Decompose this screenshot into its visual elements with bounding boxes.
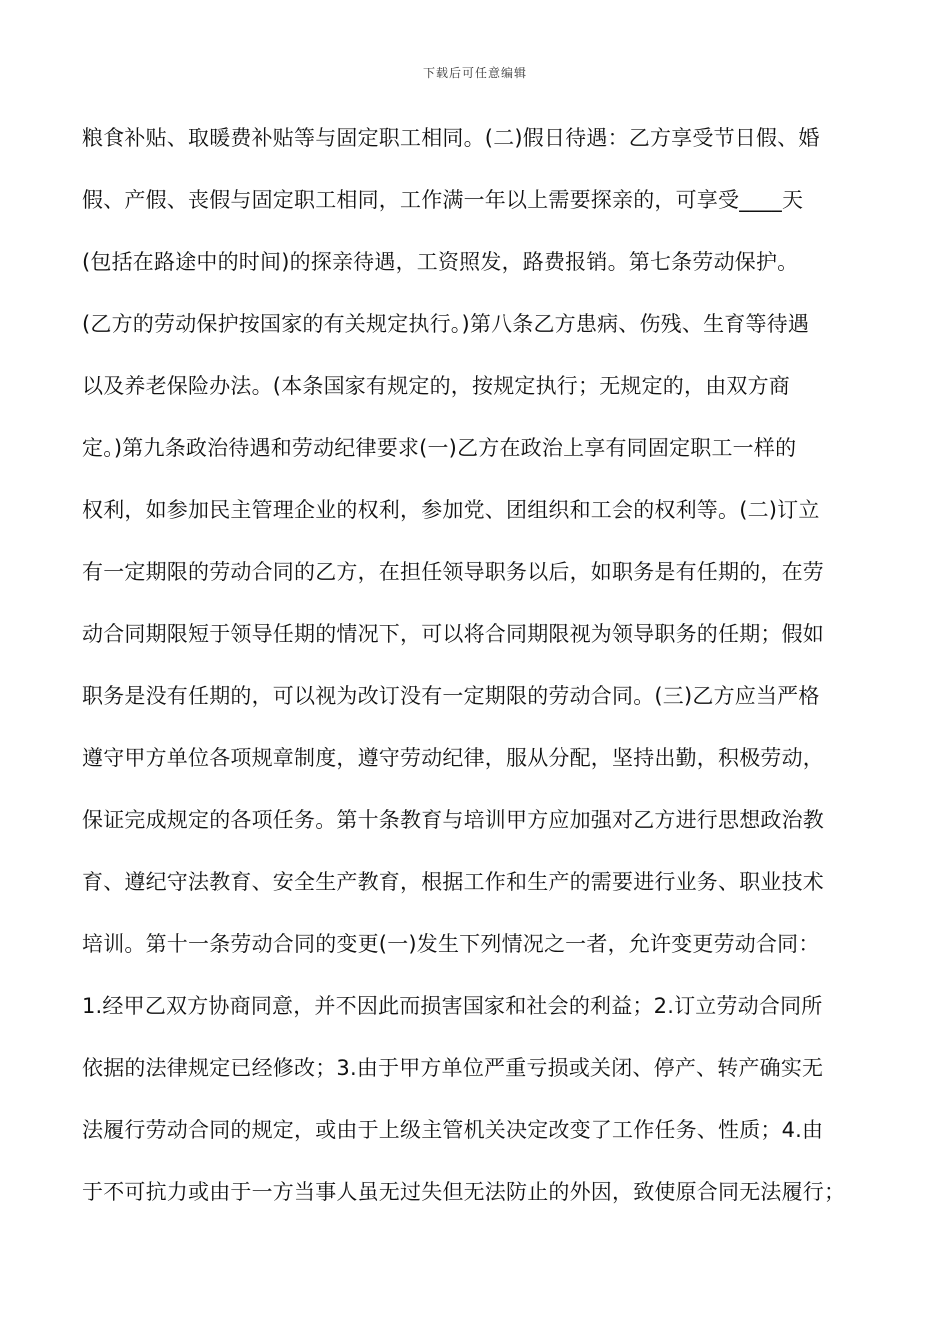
text-line-8: 有一定期限的劳动合同的乙方，在担任领导职务以后，如职务是有任期的，在劳 [82,560,824,584]
page-header: 下载后可任意编辑 [422,66,527,80]
text-line-3: (包括在路途中的时间)的探亲待遇，工资照发，路费报销。第七条劳动保护。 [82,250,799,274]
text-line-13: 育、遵纪守法教育、安全生产教育，根据工作和生产的需要进行业务、职业技术 [82,870,824,894]
text-line-15: 1.经甲乙双方协商同意，并不因此而损害国家和社会的利益；2.订立劳动合同所 [82,994,823,1018]
text-line-9: 动合同期限短于领导任期的情况下，可以将合同期限视为领导职务的任期；假如 [82,622,824,646]
text-line-16: 依据的法律规定已经修改；3.由于甲方单位严重亏损或关闭、停产、转产确实无 [82,1056,824,1080]
text-line-2: 假、产假、丧假与固定职工相同，工作满一年以上需要探亲的，可享受____天 [82,188,804,212]
text-line-7: 权利，如参加民主管理企业的权利，参加党、团组织和工会的权利等。(二)订立 [82,498,820,522]
text-line-6: 定。)第九条政治待遇和劳动纪律要求(一)乙方在政治上享有同固定职工一样的 [82,436,797,460]
text-line-10: 职务是没有任期的，可以视为改订没有一定期限的劳动合同。(三)乙方应当严格 [82,684,820,708]
text-line-1: 粮食补贴、取暖费补贴等与固定职工相同。(二)假日待遇：乙方享受节日假、婚 [82,126,820,150]
text-line-4: (乙方的劳动保护按国家的有关规定执行。)第八条乙方患病、伤残、生育等待遇 [82,312,810,336]
text-line-17: 法履行劳动合同的规定，或由于上级主管机关决定改变了工作任务、性质；4.由 [82,1118,824,1142]
text-line-5: 以及养老保险办法。(本条国家有规定的，按规定执行；无规定的，由双方商 [82,374,790,398]
text-line-11: 遵守甲方单位各项规章制度，遵守劳动纪律，服从分配，坚持出勤，积极劳动， [82,746,824,770]
text-line-18: 于不可抗力或由于一方当事人虽无过失但无法防止的外因，致使原合同无法履行； [82,1180,846,1204]
text-line-14: 培训。第十一条劳动合同的变更(一)发生下列情况之一者，允许变更劳动合同： [82,932,820,956]
text-line-12: 保证完成规定的各项任务。第十条教育与培训甲方应加强对乙方进行思想政治教 [82,808,824,832]
document-body [82,120,872,1236]
